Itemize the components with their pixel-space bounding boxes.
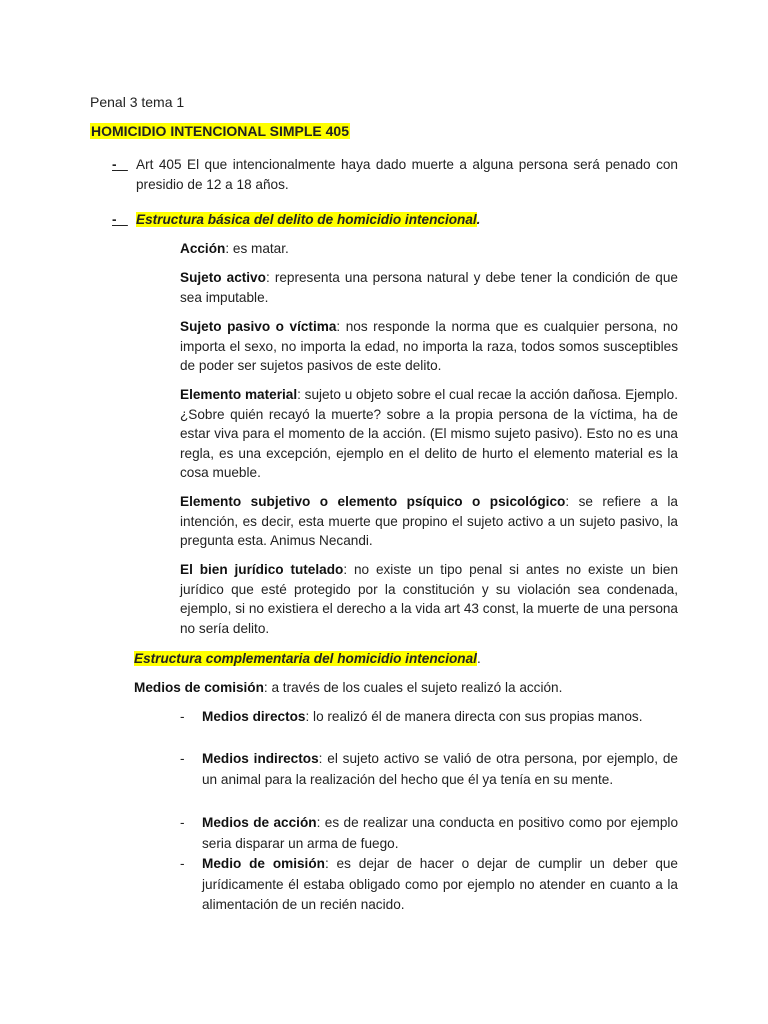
paragraph-sujeto-activo: Sujeto activo: representa una persona natural y debe tener la condición de que sea imputable. <box>180 270 678 305</box>
list-item-medios-directos: - Medios directos: lo realizó él de manera directa con sus propias manos. <box>180 707 678 728</box>
term-label: Sujeto pasivo o víctima <box>180 319 337 334</box>
paragraph-sujeto-pasivo: Sujeto pasivo o víctima: nos responde la norma que es cualquier persona, no importa el sexo, no importa la edad, no importa la raza, todos somos susceptibles de poder ser sujetos pasivos de este delito. <box>180 319 678 373</box>
list-dash-marker: - <box>112 212 117 227</box>
term-label: Medios indirectos <box>202 751 319 766</box>
list-item-medios-accion: - Medios de acción: es de realizar una conducta en positivo como por ejemplo seria disparar un arma de fuego. <box>180 815 679 851</box>
list-dash: - <box>180 815 185 830</box>
paragraph-accion: Acción: es matar. <box>180 241 289 256</box>
term-label: Sujeto activo <box>180 270 266 285</box>
term-label: Medios de comisión <box>134 680 264 695</box>
paragraph-bien-juridico: El bien jurídico tutelado: no existe un tipo penal si antes no existe un bien jurídico que esté protegido por la constitución y su violación sea condenada, ejemplo, si no existiera el derecho a la vida art 43 const, la muerte de una persona no sería delito. <box>180 562 678 636</box>
paragraph-elemento-material: Elemento material: sujeto u objeto sobre el cual recae la acción dañosa. Ejemplo. ¿Sobre quién recayó la muerte? sobre a la propia persona de la víctima, ha de estar viva para el momento de la acción. (El mismo sujeto pasivo). Esto no es una regla, es una excepción, ejemplo en el delito de hurto el elemento material es la cosa mueble. <box>180 387 678 480</box>
term-label: El bien jurídico tutelado <box>180 562 344 577</box>
paragraph-elemento-subjetivo: Elemento subjetivo o elemento psíquico o psicológico: se refiere a la intención, es decir, esta muerte que propino el sujeto activo a un sujeto pasivo, la pregunta esta. Animus Necandi. <box>180 494 678 548</box>
main-heading: HOMICIDIO INTENCIONAL SIMPLE 405 <box>91 123 349 139</box>
list-dash: - <box>180 856 185 871</box>
term-label: Acción <box>180 241 226 256</box>
complementary-structure-heading: Estructura complementaria del homicidio intencional. <box>134 651 481 666</box>
list-item-medios-indirectos: - Medios indirectos: el sujeto activo se valió de otra persona, por ejemplo, de un animal para la realización del hecho que él ya tenía en su mente. <box>180 751 678 787</box>
term-label: Medios directos <box>202 709 306 724</box>
list-item-medio-omision: - Medio de omisión: es dejar de hacer o dejar de cumplir un deber que jurídicamente él estaba obligado como por ejemplo no atender en cuanto a la alimentación de un recién nacido. <box>180 856 678 912</box>
term-label: Elemento material <box>180 387 298 402</box>
list-item-article <box>112 155 678 195</box>
term-label: Medios de acción <box>202 815 317 830</box>
document-title: Penal 3 tema 1 <box>90 94 185 110</box>
term-label: Elemento subjetivo o elemento psíquico o psicológico <box>180 494 566 509</box>
list-item-structure-heading <box>112 210 678 230</box>
term-label: Medio de omisión <box>202 856 325 871</box>
list-dash: - <box>180 709 185 724</box>
list-dash-marker: - <box>112 157 117 172</box>
list-dash: - <box>180 751 185 766</box>
basic-structure-heading: Estructura básica del delito de homicidio intencional. <box>136 212 481 227</box>
article-text: Art 405 El que intencionalmente haya dado muerte a alguna persona será penado con presidio de 12 a 18 años. <box>136 157 678 192</box>
paragraph-medios-comision: Medios de comisión: a través de los cuales el sujeto realizó la acción. <box>134 680 563 695</box>
